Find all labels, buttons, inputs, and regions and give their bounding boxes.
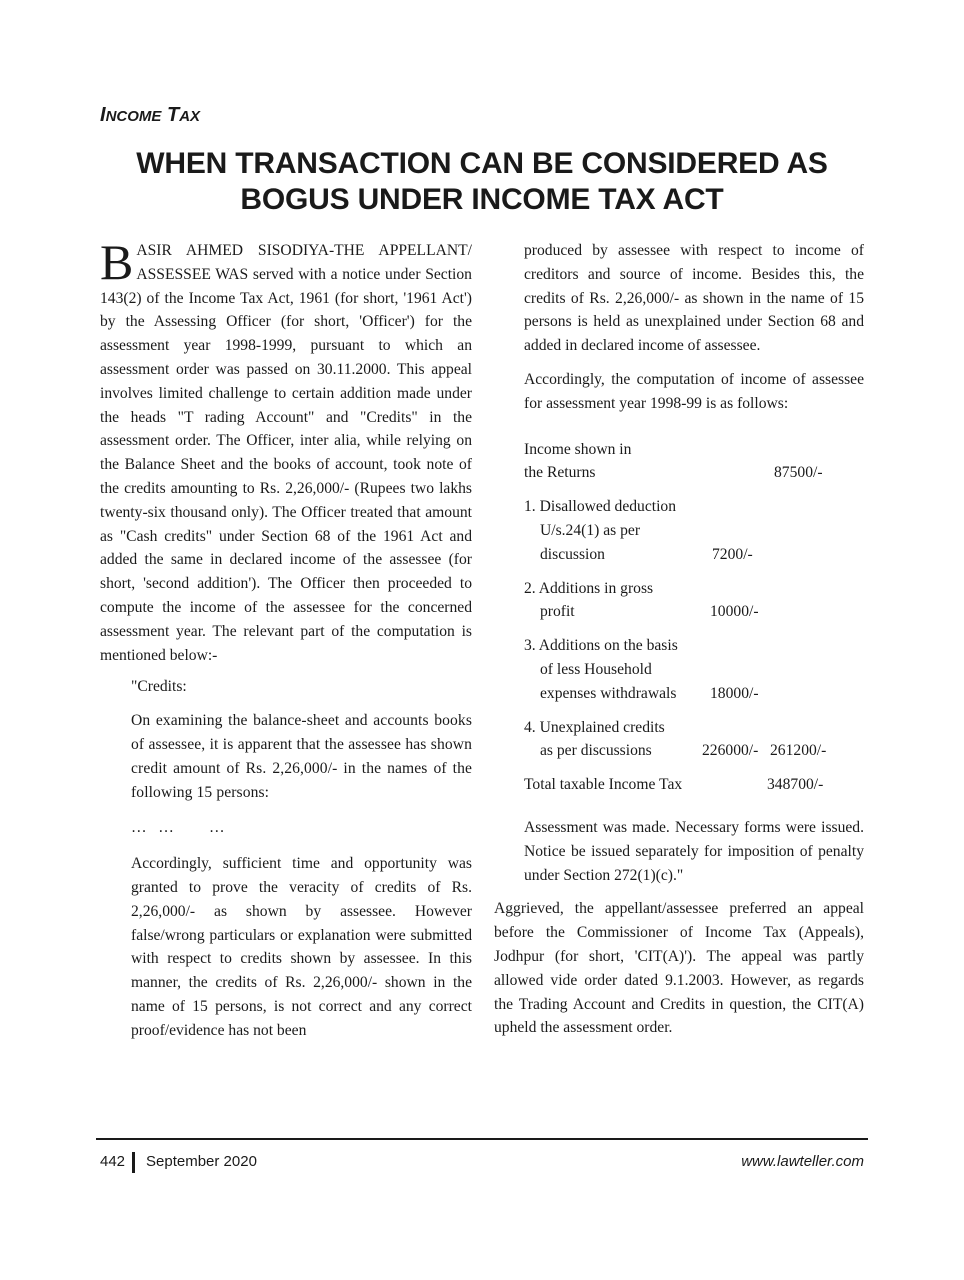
computation-row-item-4b bbox=[524, 739, 864, 763]
assessment-note: Assessment was made. Necessary forms were issued. Notice be issued separately for imposition of penalty under Section 272(1)(c)." bbox=[524, 818, 864, 884]
website-url: www.lawteller.com bbox=[741, 1153, 864, 1170]
intro-paragraph bbox=[100, 234, 472, 667]
article-title bbox=[96, 146, 868, 218]
quote-paragraph-2: Accordingly, sufficient time and opportunity was granted to prove the veracity of credits of Rs. 2,26,000/- as shown by assessee. However false/wrong particulars or explanation were submitted with respect to credits shown by assessee. In this manner, the credits of Rs. 2,26,000/- shown in the name of 15 persons, is not correct and any correct proof/evidence has not been bbox=[131, 855, 472, 1039]
computation-row-item-2 bbox=[524, 577, 864, 601]
item-4-label-line-2: as per discussions bbox=[540, 742, 652, 760]
computation-row-item-2b bbox=[524, 600, 864, 624]
item-2-label-line-2: profit bbox=[540, 603, 575, 621]
computation-row-item-1 bbox=[524, 495, 864, 519]
section-label-rest: NCOME bbox=[105, 108, 162, 125]
computation-row-item-3c bbox=[524, 682, 864, 706]
computation-row-income bbox=[524, 438, 864, 462]
income-total-amount: 87500/- bbox=[774, 464, 823, 482]
footer-separator-bar bbox=[132, 1152, 135, 1173]
computation-row-item-3 bbox=[524, 634, 864, 658]
item-3-label-line-2: of less Household bbox=[540, 660, 652, 678]
income-label-line-2: the Returns bbox=[524, 464, 596, 482]
item-1-amount: 7200/- bbox=[712, 545, 753, 563]
item-1-label-line-1: 1. Disallowed deduction bbox=[524, 498, 677, 516]
right-column bbox=[494, 239, 864, 1040]
quote-heading: "Credits: bbox=[131, 678, 187, 696]
item-4-label-line-1: 4. Unexplained credits bbox=[524, 718, 665, 736]
left-column bbox=[100, 234, 472, 1043]
footer-divider bbox=[96, 1138, 868, 1140]
computation-row-income-2 bbox=[524, 461, 864, 485]
title-line-1: WHEN TRANSACTION CAN BE CONSIDERED AS bbox=[136, 147, 828, 180]
section-label-initial: I bbox=[100, 104, 106, 126]
total-taxable-amount: 348700/- bbox=[767, 776, 824, 794]
quote-ellipsis: … … … bbox=[131, 819, 225, 837]
item-2-amount: 10000/- bbox=[710, 603, 759, 621]
item-1-label-line-3: discussion bbox=[540, 545, 605, 563]
item-2-label-line-1: 2. Additions in gross bbox=[524, 579, 654, 597]
item-1-label-line-2: U/s.24(1) as per bbox=[540, 521, 641, 539]
intro-caps: ASIR AHMED SISODIYA-THE APPELLANT/ ASSESSEE WAS bbox=[136, 242, 472, 283]
section-label-rest-2: AX bbox=[179, 108, 201, 125]
computation-row-item-3b bbox=[524, 658, 864, 682]
intro-text: served with a notice under Section 143(2) of the Income Tax Act, 1961 (for short, '1961 Act') by the Assessing Officer (for short, 'Officer') for the assessment year 1998-1999, pursuant to which an assessment order was passed on 30.11.2000. This appeal involves limited challenge to certain addition made under the heads "T rading Account" and "Credits" in the assessment order. The Officer, inter alia, while relying on the Balance Sheet and the books of account, took note of the credits amounting to Rs. 2,26,000/- (Rupees two lakhs twenty-six thousand only). The Officer treated that amount as "Cash credits" under Section 68 of the 1961 Act and added the same in declared income of the assessee (for short, 'second addition'). The Officer then proceeded to compute the income of the assessee for the concerned assessment year. The relevant part of the computation is mentioned below:- bbox=[100, 265, 472, 664]
section-label bbox=[100, 104, 200, 127]
computation-intro: Accordingly, the computation of income of assessee for assessment year 1998-99 is as follows: bbox=[524, 370, 864, 412]
item-3-label-line-3: expenses withdrawals bbox=[540, 684, 677, 702]
total-taxable-label: Total taxable Income Tax bbox=[524, 776, 683, 794]
section-label-initial-2: T bbox=[166, 104, 180, 126]
page-number: 442 bbox=[100, 1153, 126, 1170]
appeal-paragraph: Aggrieved, the appellant/assessee preferred an appeal before the Commissioner of Income Tax (Appeals), Jodhpur (for short, 'CIT(A)'). The appeal was partly allowed vide order dated 9.1.2003. However, as regards the Trading Account and Credits in question, the CIT(A) upheld the assessment order. bbox=[494, 900, 864, 1037]
quote-continuation: produced by assessee with respect to income of creditors and source of income. Besides this, the credits of Rs. 2,26,000/- as shown in the name of 15 persons is held as unexplained under Section 68 and added in declared income of assessee. bbox=[524, 242, 864, 355]
computation-row-total bbox=[524, 773, 864, 797]
income-label-line-1: Income shown in bbox=[524, 440, 632, 458]
item-3-amount: 18000/- bbox=[710, 684, 759, 702]
drop-cap: B bbox=[100, 234, 134, 290]
title-line-2: BOGUS UNDER INCOME TAX ACT bbox=[240, 183, 724, 216]
item-4-running-total: 261200/- bbox=[770, 742, 827, 760]
computation-row-item-1b bbox=[524, 519, 864, 543]
computation-row-item-4 bbox=[524, 716, 864, 740]
item-4-amount: 226000/- bbox=[702, 742, 759, 760]
computation-row-item-1c bbox=[524, 543, 864, 567]
income-computation bbox=[494, 438, 864, 797]
issue-date: September 2020 bbox=[146, 1153, 257, 1170]
item-3-label-line-1: 3. Additions on the basis bbox=[524, 637, 678, 655]
quote-paragraph-1: On examining the balance-sheet and accounts books of assessee, it is apparent that the assessee has shown credit amount of Rs. 2,26,000/- in the names of the following 15 persons: bbox=[131, 712, 472, 801]
